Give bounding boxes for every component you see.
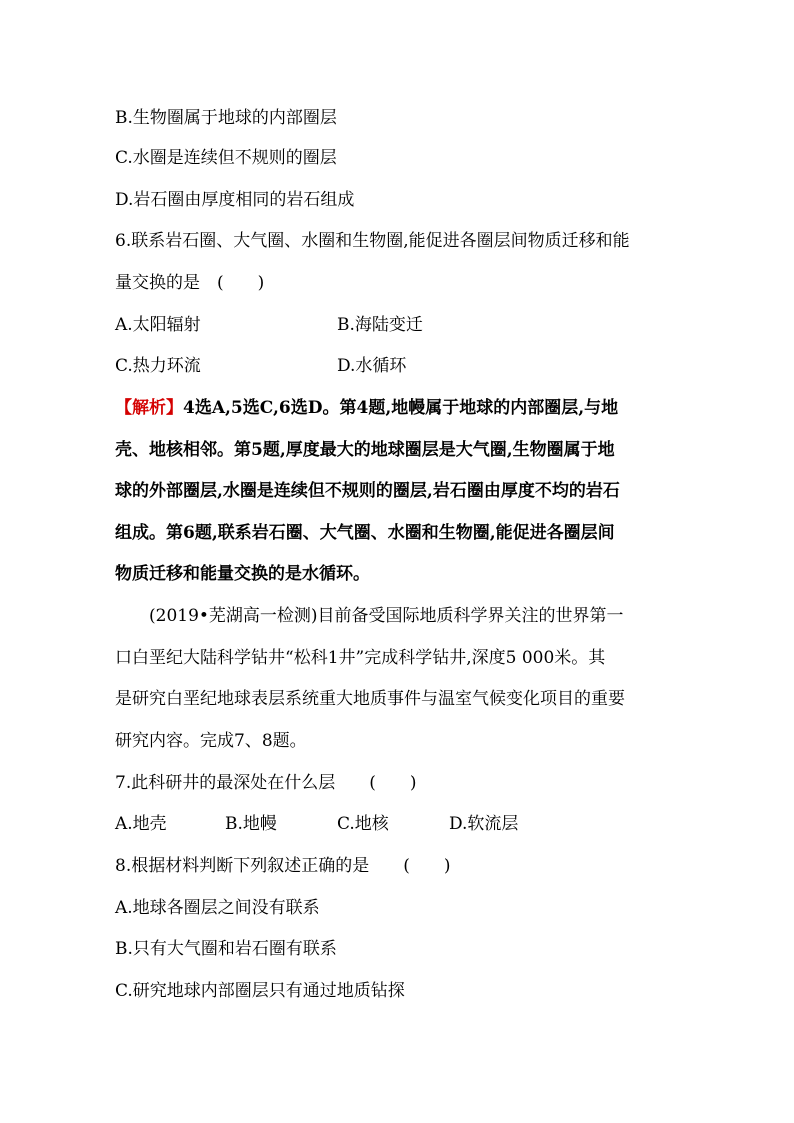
q6-option-d: D.水循环	[337, 356, 407, 376]
analysis-line1	[115, 396, 618, 420]
q6-option-c: C.热力环流	[115, 356, 201, 376]
analysis-line3: 球的外部圈层,水圈是连续但不规则的圈层,岩石圈由厚度不均的岩石	[115, 481, 620, 501]
q5-option-d: D.岩石圈由厚度相同的岩石组成	[115, 190, 355, 210]
analysis-label: 【解析】	[115, 398, 183, 418]
q8-option-a: A.地球各圈层之间没有联系	[115, 898, 320, 918]
q6-options-row1	[115, 313, 595, 337]
material-line3: 是研究白垩纪地球表层系统重大地质事件与温室气候变化项目的重要	[115, 689, 625, 709]
q7-option-a: A.地壳	[115, 814, 167, 834]
q7-option-d: D.软流层	[449, 814, 519, 834]
material-line2: 口白垩纪大陆科学钻井“松科1井”完成科学钻井,深度5 000米。其	[115, 648, 606, 668]
material-line4: 研究内容。完成7、8题。	[115, 731, 307, 751]
q5-option-c: C.水圈是连续但不规则的圈层	[115, 148, 337, 168]
q6-options-row2	[115, 354, 595, 378]
analysis-line4: 组成。第6题,联系岩石圈、大气圈、水圈和生物圈,能促进各圈层间	[115, 523, 615, 543]
q7-option-c: C.地核	[337, 814, 389, 834]
q6-stem-line2: 量交换的是 ( )	[115, 273, 265, 293]
q7-option-b: B.地幔	[225, 814, 277, 834]
analysis-line2: 壳、地核相邻。第5题,厚度最大的地球圈层是大气圈,生物圈属于地	[115, 440, 615, 460]
q8-option-c: C.研究地球内部圈层只有通过地质钻探	[115, 981, 405, 1001]
material-line1: (2019•芜湖高一检测)目前备受国际地质科学界关注的世界第一	[149, 606, 624, 626]
q8-option-b: B.只有大气圈和岩石圈有联系	[115, 939, 337, 959]
analysis-line5: 物质迁移和能量交换的是水循环。	[115, 564, 370, 584]
q6-option-a: A.太阳辐射	[115, 315, 201, 335]
q8-stem: 8.根据材料判断下列叙述正确的是 ( )	[115, 856, 451, 876]
q6-stem-line1: 6.联系岩石圈、大气圈、水圈和生物圈,能促进各圈层间物质迁移和能	[115, 231, 630, 251]
q7-stem: 7.此科研井的最深处在什么层 ( )	[115, 773, 417, 793]
analysis-text-1: 4选A,5选C,6选D。第4题,地幔属于地球的内部圈层,与地	[183, 398, 619, 418]
q5-option-b: B.生物圈属于地球的内部圈层	[115, 108, 337, 128]
q6-option-b: B.海陆变迁	[337, 315, 423, 335]
